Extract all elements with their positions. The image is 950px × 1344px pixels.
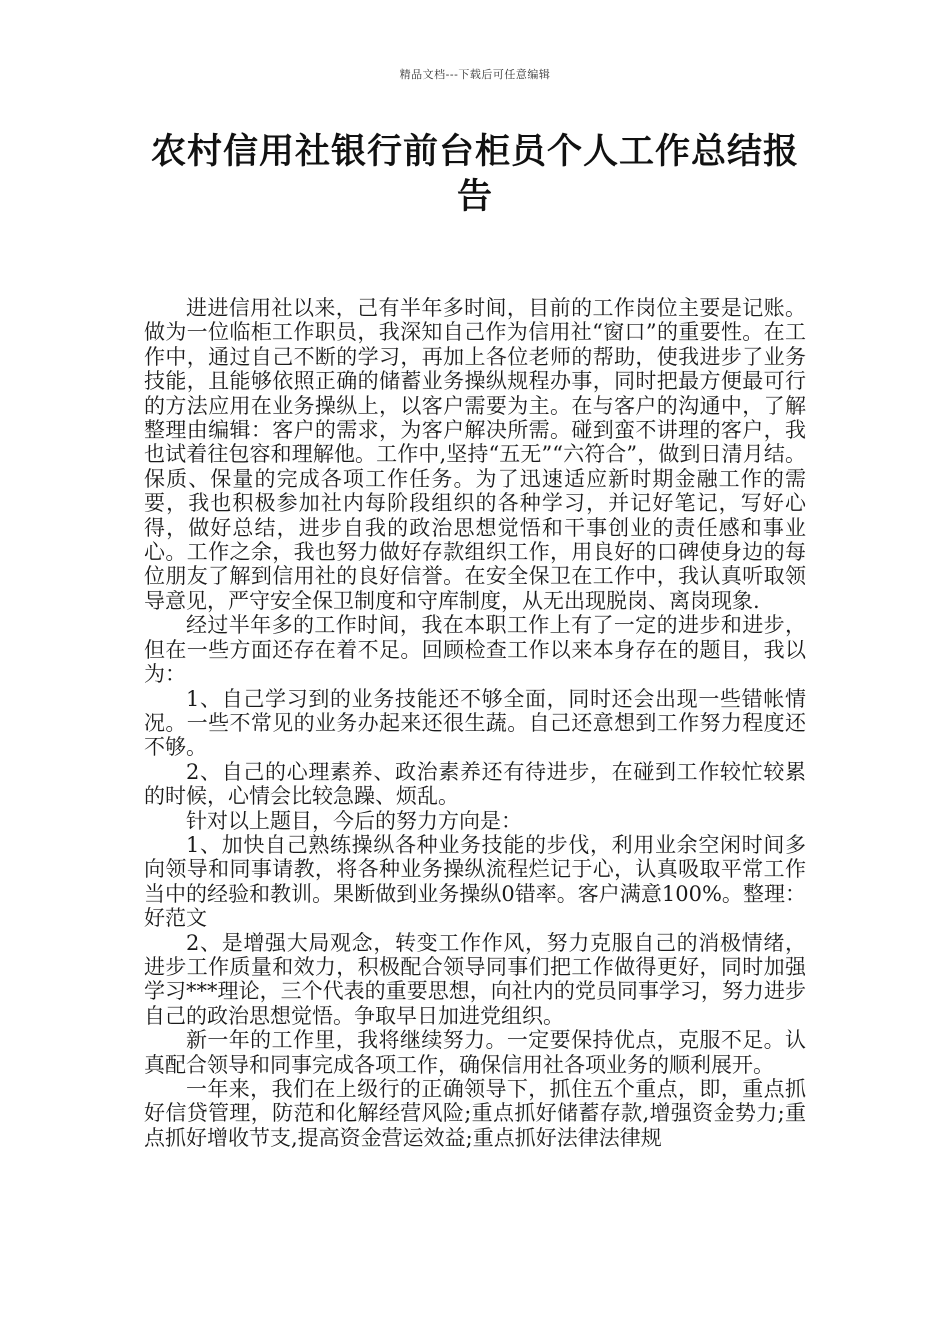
body-paragraph: 2、自己的心理素养、政治素养还有待进步，在碰到工作较忙较累的时候，心情会比较急躁、烦乱。 (144, 759, 806, 809)
document-title: 农村信用社银行前台柜员个人工作总结报告 (150, 132, 799, 217)
body-paragraph: 针对以上题目，今后的努力方向是： (186, 808, 522, 833)
body-paragraph: 一年来，我们在上级行的正确领导下，抓住五个重点，即，重点抓好信贷管理，防范和化解经营风险;重点抓好储蓄存款,增强资金势力;重点抓好增收节支,提高资金营运效益;重点抓好法律法律规 (144, 1077, 806, 1150)
header-note: 精品文档---下载后可任意编辑 (399, 68, 551, 81)
body-paragraph: 1、自己学习到的业务技能还不够全面，同时还会出现一些错帐情况。一些不常见的业务办起来还很生蔬。自己还意想到工作努力程度还不够。 (144, 686, 806, 760)
body-paragraph: 2、是增强大局观念，转变工作作风，努力克服自己的消极情绪，进步工作质量和效力，积极配合领导同事们把工作做得更好，同时加强学习***理论，三个代表的重要思想，向社内的党员同事学习，努力进步自己的政治思想觉悟。争取早日加进党组织。 (144, 930, 806, 1028)
body-paragraph: 进进信用社以来，己有半年多时间，目前的工作岗位主要是记账。做为一位临柜工作职员，我深知自己作为信用社“窗口”的重要性。在工作中，通过自己不断的学习，再加上各位老师的帮助，使我进步了业务技能，且能够依照正确的储蓄业务操纵规程办事，同时把最方便最可行的方法应用在业务操纵上，以客户需要为主。在与客户的沟通中，了解整理由编辑：客户的需求，为客户解决所需。碰到蛮不讲理的客户，我也试着往包容和理解他。工作中,坚持“五无”“六符合”，做到日清月结。保质、保量的完成各项工作任务。为了迅速适应新时期金融工作的需要，我也积极参加社内每阶段组织的各种学习，并记好笔记，写好心得，做好总结，进步自我的政治思想觉悟和干事创业的责任感和事业心。工作之余，我也努力做好存款组织工作，用良好的口碑使身边的每位朋友了解到信用社的良好信誉。在安全保卫在工作中，我认真听取领导意见，严守安全保卫制度和守库制度，从无出现脱岗、离岗现象. (144, 296, 806, 613)
document-body (144, 296, 806, 1150)
body-paragraph: 1、加快自己熟练操纵各种业务技能的步伐，利用业余空闲时间多向领导和同事请教，将各种业务操纵流程烂记于心，认真吸取平常工作当中的经验和教训。果断做到业务操纵0错率。客户满意100%。整理：好范文 (144, 832, 806, 931)
body-paragraph: 经过半年多的工作时间，我在本职工作上有了一定的进步和进步，但在一些方面还存在着不足。回顾检查工作以来本身存在的题目，我以为： (144, 613, 806, 687)
body-paragraph: 新一年的工作里，我将继续努力。一定要保持优点，克服不足。认真配合领导和同事完成各项工作，确保信用社各项业务的顺利展开。 (144, 1028, 806, 1077)
